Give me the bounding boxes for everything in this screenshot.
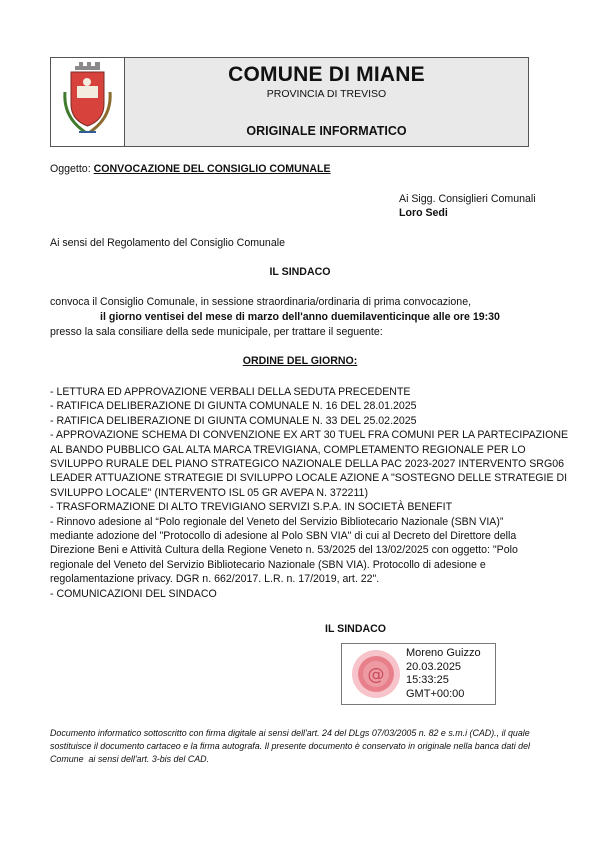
- oggetto-value: CONVOCAZIONE DEL CONSIGLIO COMUNALE: [93, 163, 331, 175]
- signature-date: 20.03.2025: [406, 660, 462, 673]
- agenda-line: - Rinnovo adesione al “Polo regionale del Veneto del Servizio Bibliotecario Nazionale (SBN VIA)”: [50, 515, 504, 528]
- agenda-line: mediante adozione del "Protocollo di adesione al Polo SBN VIA" di cui al Decreto del Direttore della: [50, 530, 517, 543]
- agenda-line: - RATIFICA DELIBERAZIONE DI GIUNTA COMUNALE N. 33 DEL 25.02.2025: [50, 414, 417, 427]
- comune-title: COMUNE DI MIANE: [228, 63, 425, 86]
- footer-line: Comune ai sensi dell'art. 3-bis del CAD.: [50, 754, 210, 765]
- oggetto-label: Oggetto:: [50, 163, 94, 175]
- agenda-line: LEADER ATTUAZIONE STRATEGIE DI SVILUPPO LOCALE AZIONE A "SOSTEGNO DELLE STRATEGIE DI: [50, 472, 568, 485]
- coat-of-arms-icon: [59, 62, 116, 142]
- agenda-line: Direzione Beni e Attività Cultura della Regione Veneto n. 53/2025 del 13/02/2025 con oggetto: "Polo: [50, 544, 518, 557]
- odg-heading: ORDINE DEL GIORNO:: [242, 355, 358, 367]
- regolamento-text: Ai sensi del Regolamento del Consiglio Comunale: [50, 237, 285, 249]
- convoca-date-line: il giorno ventisei del mese di marzo dell'anno duemilaventicinque alle ore 19:30: [100, 311, 500, 323]
- footer-note: [50, 727, 560, 767]
- header-title-area: [125, 58, 528, 146]
- oggetto-line: [50, 163, 331, 177]
- convoca-line1: convoca il Consiglio Comunale, in sessione straordinaria/ordinaria di prima convocazione,: [50, 296, 472, 308]
- agenda-line: - TRASFORMAZIONE DI ALTO TREVIGIANO SERVIZI S.P.A. IN SOCIETÀ BENEFIT: [50, 501, 453, 514]
- sindaco-heading: IL SINDACO: [269, 266, 331, 278]
- signer-name: Moreno Guizzo: [406, 647, 481, 659]
- footer-line: Documento informatico sottoscritto con firma digitale ai sensi dell'art. 24 del DLgs 07/03/2005 n. 82 e s.m.i (CAD)., il quale: [50, 728, 530, 738]
- originale-label: ORIGINALE INFORMATICO: [246, 124, 407, 138]
- agenda-list: [50, 385, 569, 601]
- agenda-line: - COMUNICAZIONI DEL SINDACO: [50, 587, 217, 600]
- agenda-line: SVILUPPO RURALE DEL PIANO STRATEGICO NAZIONALE DELLA PAC 2023-2027 INTERVENTO SRG06: [50, 458, 564, 471]
- digital-signature-box: [341, 643, 496, 705]
- signature-timezone: GMT+00:00: [406, 687, 465, 700]
- agenda-line: AL BANDO PUBBLICO GAL ALTA MARCA TREVIGIANA, COMPLETAMENTO REGIONALE PER LO: [50, 443, 526, 456]
- svg-text:@: @: [367, 665, 385, 685]
- agenda-line: - APPROVAZIONE SCHEMA DI CONVENZIONE EX ART 30 TUEL FRA COMUNI PER LA PARTECIPAZIONE: [50, 429, 569, 442]
- seal-icon: [350, 648, 402, 700]
- signature-details: [406, 647, 481, 701]
- agenda-line: SVILUPPO LOCALE" (INTERVENTO ISL 05 GR AVEPA N. 372211): [50, 486, 368, 499]
- agenda-line: - RATIFICA DELIBERAZIONE DI GIUNTA COMUNALE N. 16 DEL 28.01.2025: [50, 400, 417, 413]
- sindaco-signature-label: IL SINDACO: [325, 623, 387, 635]
- destinatari-line1: Ai Sigg. Consiglieri Comunali: [399, 193, 536, 205]
- provincia-subtitle: PROVINCIA DI TREVISO: [266, 88, 387, 100]
- destinatari-line2: Loro Sedi: [399, 207, 448, 219]
- convoca-line3: presso la sala consiliare della sede municipale, per trattare il seguente:: [50, 326, 383, 338]
- coat-of-arms: [51, 58, 125, 146]
- agenda-line: regolamentazione privacy. DGR n. 662/2017. L.R. n. 17/2019, art. 22".: [50, 573, 380, 586]
- signature-time: 15:33:25: [406, 674, 449, 687]
- agenda-line: - LETTURA ED APPROVAZIONE VERBALI DELLA SEDUTA PRECEDENTE: [50, 386, 411, 398]
- footer-line: sostituisce il documento cartaceo e la firma autografa. Il presente documento è conservato in originale nella banca dati del: [50, 741, 531, 752]
- document-header: [50, 57, 529, 147]
- agenda-line: regionale del Veneto del Servizio Bibliotecario Nazionale (SBN VIA). Protocollo di adesione e: [50, 558, 486, 571]
